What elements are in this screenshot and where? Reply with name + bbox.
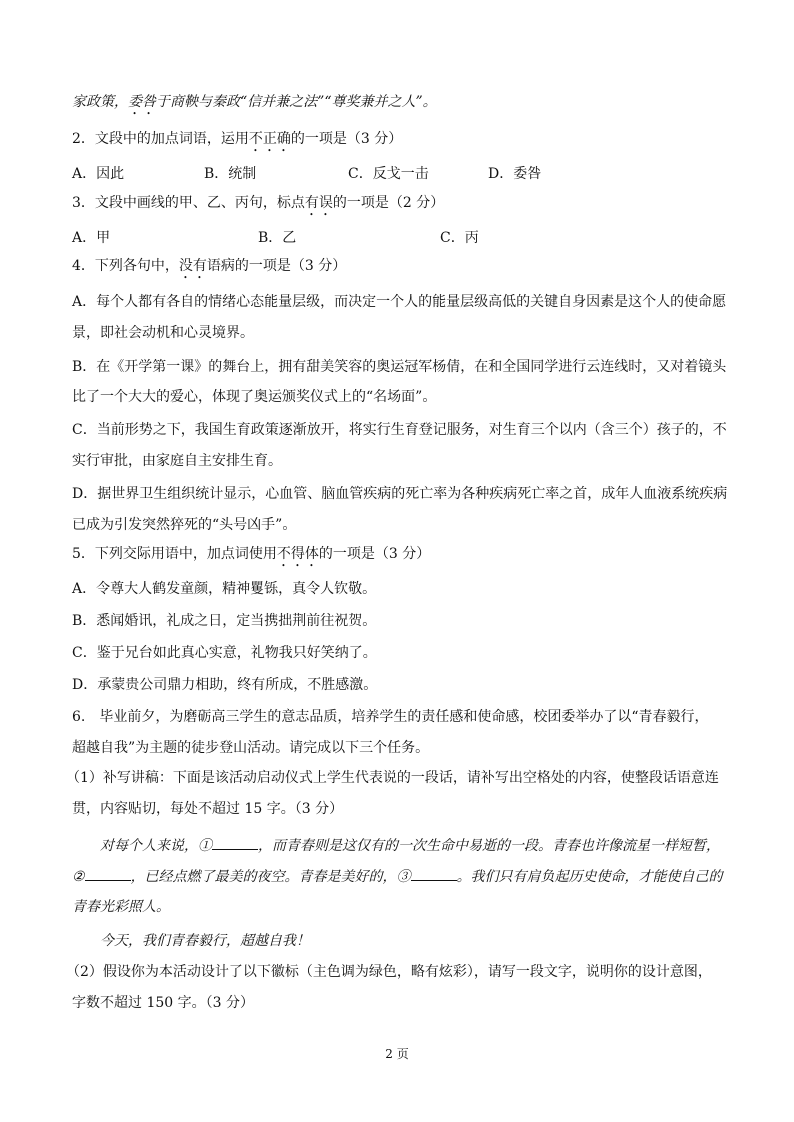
q4-option-c-line1: C．当前形势之下，我国生育政策逐渐放开，将实行生育登记服务，对生育三个以内（含三个）孩子的，不 xyxy=(72,422,727,438)
q4-option-a-line1: A．每个人都有各自的情绪心态能量层级，而决定一个人的能量层级高低的关键自身因素是这个人的使命愿 xyxy=(72,294,727,310)
emphasis-text: 不正确 xyxy=(248,131,291,147)
blank-2[interactable] xyxy=(85,866,131,881)
emphasis-text: 不得体 xyxy=(276,546,319,562)
q6-stem-line2: 超越自我”为主题的徒步登山活动。请完成以下三个任务。 xyxy=(72,740,430,756)
q6-task2-line2: 字数不超过 150 字。（3 分） xyxy=(72,995,254,1011)
speech-line1: 对每个人来说，① ，而青春则是这仅有的一次生命中易逝的一段。青春也许像流星一样短暂， xyxy=(100,835,720,856)
speech-line2: ② ，已经点燃了最美的夜空。青春是美好的，③ 。我们只有肩负起历史使命，才能使自己的 xyxy=(72,866,723,887)
q2-option-d: D．委咎 xyxy=(488,166,542,182)
emphasis-text: 有误 xyxy=(304,195,333,211)
q2-option-c: C．反戈一击 xyxy=(348,166,429,182)
q4-option-d-line1: D．据世界卫生组织统计显示，心血管、脑血管疾病的死亡率为各种疾病死亡率之首，成年人血液系统疾病 xyxy=(72,486,728,502)
speech-line3: 青春光彩照人。 xyxy=(72,899,170,915)
page-number: 2 页 xyxy=(385,1047,409,1061)
speech-line4: 今天，我们青春毅行，超越自我！ xyxy=(100,933,310,949)
dotted-word: 委咎 xyxy=(128,94,156,110)
blank-2-marker: ② xyxy=(72,869,85,885)
q4-stem: 4．下列各句中，没有语病的一项是（3 分） xyxy=(72,258,347,274)
q3-option-c: C．丙 xyxy=(440,230,479,246)
intro-line: 家政策，委咎于商鞅与秦政“信并兼之法”“尊奖兼并之人”。 xyxy=(72,94,437,110)
q6-task1-line2: 贯，内容贴切，每处不超过 15 字。（3 分） xyxy=(72,801,344,817)
q3-stem: 3．文段中画线的甲、乙、丙句，标点有误的一项是（2 分） xyxy=(72,195,445,211)
q6-task1-line1: （1）补写讲稿：下面是该活动启动仪式上学生代表说的一段话，请补写出空格处的内容，使整段话语意连 xyxy=(66,770,719,786)
q3-option-b: B．乙 xyxy=(258,230,297,246)
q2-stem: 2．文段中的加点词语，运用不正确的一项是（3 分） xyxy=(72,131,403,147)
q5-option-c: C．鉴于兄台如此真心实意，礼物我只好笑纳了。 xyxy=(72,645,377,661)
q6-task2-line1: （2）假设你为本活动设计了以下徽标（主色调为绿色，略有炫彩），请写一段文字，说明你的设计意图， xyxy=(66,964,712,980)
q6-stem-line1: 6. 毕业前夕，为磨砺高三学生的意志品质，培养学生的责任感和使命感，校团委举办了以“青春毅行， xyxy=(72,709,709,725)
q4-option-c-line2: 实行审批，由家庭自主安排生育。 xyxy=(72,453,282,469)
blank-3-marker: ③ xyxy=(396,869,411,885)
q4-option-d-line2: 已成为引发突然猝死的“头号凶手”。 xyxy=(72,517,297,533)
q2-option-a: A．因此 xyxy=(72,166,125,182)
q5-option-d: D．承蒙贵公司鼎力相助，终有所成，不胜感激。 xyxy=(72,677,378,693)
emphasis-text: 没有 xyxy=(178,258,207,274)
q4-option-b-line2: 比了一个大大的爱心，体现了奥运颁奖仪式上的“名场面”。 xyxy=(72,389,437,405)
q4-option-b-line1: B．在《开学第一课》的舞台上，拥有甜美笑容的奥运冠军杨倩，在和全国同学进行云连线时，又对着镜头 xyxy=(72,359,727,375)
q5-option-a: A．令尊大人鹤发童颜，精神矍铄，真令人钦敬。 xyxy=(72,581,377,597)
blank-1-marker: ① xyxy=(198,838,212,854)
q5-option-b: B．悉闻婚讯，礼成之日，定当携拙荆前往祝贺。 xyxy=(72,613,377,629)
blank-3[interactable] xyxy=(411,866,457,881)
blank-1[interactable] xyxy=(212,835,258,850)
q3-option-a: A．甲 xyxy=(72,230,111,246)
q5-stem: 5．下列交际用语中，加点词使用不得体的一项是（3 分） xyxy=(72,546,431,562)
q2-option-b: B．统制 xyxy=(204,166,257,182)
q4-option-a-line2: 景，即社会动机和心灵境界。 xyxy=(72,325,254,341)
